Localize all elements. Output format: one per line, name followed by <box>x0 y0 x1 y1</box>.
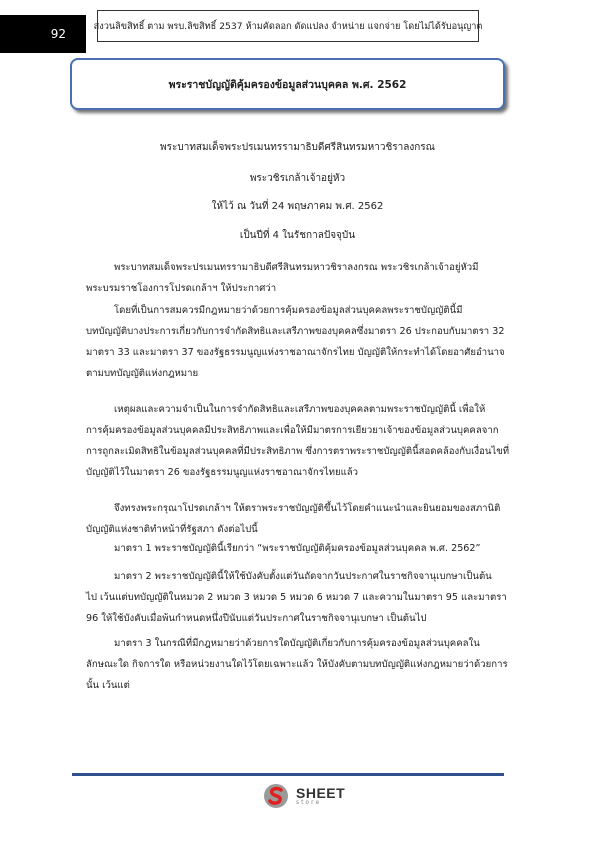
text-line: บทบัญญัติบางประการเกี่ยวกับการจำกัดสิทธิและเสรีภาพของบุคคลซึ่งมาตรา 26 ประกอบกับมาตรา 32 <box>86 326 505 337</box>
preamble-line-1: พระบาทสมเด็จพระปรเมนทรรามาธิบดีศรีสินทรมหาวชิราลงกรณ <box>160 142 435 153</box>
paragraph-necessity <box>86 399 510 483</box>
text-line: 96 ให้ใช้บังคับเมื่อพ้นกำหนดหนึ่งปีนับแต่วันประกาศในราชกิจจานุเบกษา เป็นต้นไป <box>86 613 427 624</box>
copyright-notice: สงวนลิขสิทธิ์ ตาม พรบ.ลิขสิทธิ์ 2537 ห้ามคัดลอก ดัดแปลง จำหน่าย แจกจ่าย โดยไม่ได้รับอนุญาต <box>97 10 479 42</box>
text-line: นั้น เว้นแต่ <box>86 680 130 691</box>
text-line: การถูกละเมิดสิทธิในข้อมูลส่วนบุคคลที่มีประสิทธิภาพ ซึ่งการตราพระราชบัญญัตินี้สอดคล้องกับเงื่อนไขที่ <box>86 446 510 457</box>
preamble-line-3: ให้ไว้ ณ วันที่ 24 พฤษภาคม พ.ศ. 2562 <box>211 201 384 212</box>
text-line: ไป เว้นแต่บทบัญญัติในหมวด 2 หมวด 3 หมวด 5 หมวด 6 หมวด 7 และความในมาตรา 95 และมาตรา <box>86 592 507 603</box>
logo-wordmark: SHEET <box>296 785 346 801</box>
text-line: บัญญัติแห่งชาติทำหน้าที่รัฐสภา ดังต่อไปนี้ <box>86 524 258 535</box>
preamble-line-4: เป็นปีที่ 4 ในรัชกาลปัจจุบัน <box>239 230 356 241</box>
page-number: 92 <box>0 15 86 53</box>
text-line: บัญญัติไว้ในมาตรา 26 ของรัฐธรรมนูญแห่งราชอาณาจักรไทยแล้ว <box>86 467 359 478</box>
sheet-logo-icon <box>262 782 290 810</box>
text-line: มาตรา 1 พระราชบัญญัตินี้เรียกว่า “พระราชบัญญัติคุ้มครองข้อมูลส่วนบุคคล พ.ศ. 2562” <box>114 543 481 554</box>
text-line: มาตรา 33 และมาตรา 37 ของรัฐธรรมนูญแห่งราชอาณาจักรไทย บัญญัติให้กระทำได้โดยอาศัยอำนาจ <box>86 347 505 358</box>
text-line: พระบาทสมเด็จพระปรเมนทรรามาธิบดีศรีสินทรมหาวชิราลงกรณ พระวชิรเกล้าเจ้าอยู่หัวมี <box>114 262 479 273</box>
paragraph-proclamation <box>86 257 506 299</box>
text-line: เหตุผลและความจำเป็นในการจำกัดสิทธิและเสรีภาพของบุคคลตามพระราชบัญญัตินี้ เพื่อให้ <box>114 404 486 415</box>
document-title-box <box>70 58 505 110</box>
section-2 <box>86 566 506 629</box>
text-line: จึงทรงพระกรุณาโปรดเกล้าฯ ให้ตราพระราชบัญญัติขึ้นไว้โดยคำแนะนำและยินยอมของสภานิติ <box>114 503 501 514</box>
text-line: การคุ้มครองข้อมูลส่วนบุคคลมีประสิทธิภาพและเพื่อให้มีมาตรการเยียวยาเจ้าของข้อมูลส่วนบุคคลจาก <box>86 425 499 436</box>
paragraph-enactment <box>86 498 506 540</box>
section-1 <box>86 538 506 559</box>
preamble-line-2: พระวชิรเกล้าเจ้าอยู่หัว <box>249 173 346 184</box>
text-line: มาตรา 3 ในกรณีที่มีกฎหมายว่าด้วยการใดบัญญัติเกี่ยวกับการคุ้มครองข้อมูลส่วนบุคคลใน <box>114 638 480 649</box>
text-line: ลักษณะใด กิจการใด หรือหน่วยงานใดไว้โดยเฉพาะแล้ว ให้บังคับตามบทบัญญัติแห่งกฎหมายว่าด้วยการ <box>86 659 508 670</box>
text-line: พระบรมราชโองการโปรดเกล้าฯ ให้ประกาศว่า <box>86 283 277 294</box>
logo-subtitle: store <box>296 799 322 806</box>
text-line: ตามบทบัญญัติแห่งกฎหมาย <box>86 368 199 379</box>
paragraph-rationale <box>86 300 506 384</box>
text-line: โดยที่เป็นการสมควรมีกฎหมายว่าด้วยการคุ้มครองข้อมูลส่วนบุคคลพระราชบัญญัตินี้มี <box>114 305 463 316</box>
text-line: มาตรา 2 พระราชบัญญัตินี้ให้ใช้บังคับตั้งแต่วันถัดจากวันประกาศในราชกิจจานุเบกษาเป็นต้น <box>114 571 492 582</box>
sheet-store-logo <box>262 782 345 810</box>
footer-divider <box>72 773 504 776</box>
document-title: พระราชบัญญัติคุ้มครองข้อมูลส่วนบุคคล พ.ศ. 2562 <box>168 78 407 91</box>
section-3 <box>86 633 506 696</box>
